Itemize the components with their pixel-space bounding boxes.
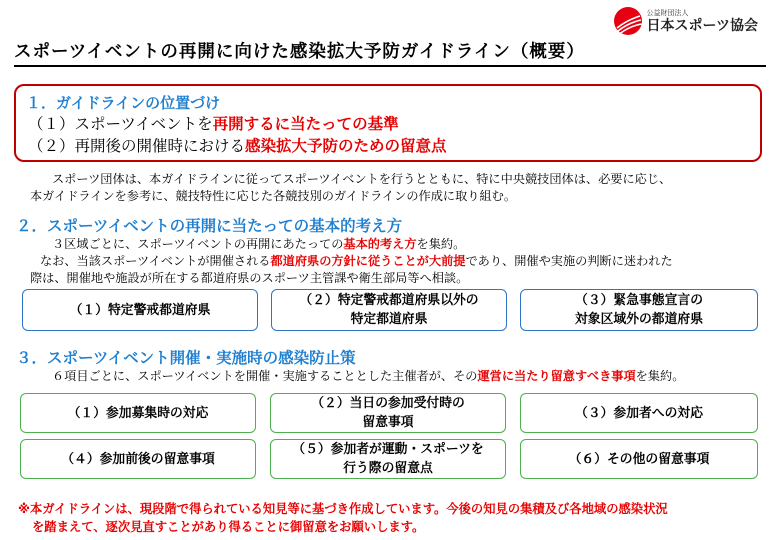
footnote-line1: ※本ガイドラインは、現段階で得られている知見等に基づき作成しています。今後の知見の集積及び各地域の感染状況 — [18, 502, 668, 516]
measure-box-1-line1: （１）参加募集時の対応 — [67, 405, 209, 421]
section1-item1-prefix: （１）スポーツイベントを — [28, 115, 213, 133]
section3-line1-suffix: を集約。 — [635, 369, 685, 383]
section3-heading: ３．スポーツイベント開催・実施時の感染防止策 — [16, 349, 356, 367]
sun-rays-logo-icon — [613, 6, 643, 36]
footnote-line2: を踏まえて、逐次見直すことがあり得ることに御留意をお願いします。 — [32, 520, 425, 534]
region-box-1 — [22, 289, 258, 331]
region-box-3-line2: 対象区域外の都道府県 — [575, 312, 703, 327]
section2-line1 — [52, 235, 465, 253]
measure-box-4-line1: （４）参加前後の留意事項 — [61, 451, 215, 467]
section1-item2 — [28, 134, 447, 156]
section1-item1-highlight: 再開するに当たっての基準 — [212, 115, 399, 133]
section3-line1 — [52, 367, 684, 385]
measure-box-6-line1: （６）その他の留意事項 — [568, 451, 710, 467]
measure-box-2 — [270, 393, 506, 433]
section1-paragraph-line1: スポーツ団体は、本ガイドラインに従ってスポーツイベントを行うとともに、特に中央競技団体は、必要に応じ、 — [52, 172, 672, 186]
measure-box-3-line1: （３）参加者への対応 — [575, 405, 703, 421]
region-box-2-line2: 特定都道府県 — [350, 312, 428, 327]
section3-line1-highlight: 運営に当たり留意すべき事項 — [477, 369, 636, 383]
section2-line2 — [40, 252, 673, 270]
page-title: スポーツイベントの再開に向けた感染拡大予防ガイドライン（概要） — [14, 38, 766, 67]
section2-line1-prefix: ３区域ごとに、スポーツイベントの再開にあたっての — [52, 237, 344, 251]
region-box-3-line1: （３）緊急事態宣言の — [575, 293, 703, 308]
logo-org-type: 公益財団法人 — [646, 8, 689, 17]
section2-line2-highlight: 都道府県の方針に従うことが大前提 — [270, 254, 466, 268]
measure-box-3 — [520, 393, 758, 433]
section2-heading: ２．スポーツイベントの再開に当たっての基本的考え方 — [16, 217, 403, 235]
jsa-logo — [613, 6, 758, 36]
section1-paragraph-line2: 本ガイドラインを参考に、競技特性に応じた各競技別のガイドラインの作成に取り組む。 — [30, 189, 517, 203]
measure-box-1 — [20, 393, 256, 433]
measure-box-2-line1: （２）当日の参加受付時の — [311, 396, 465, 411]
measure-box-5-line1: （５）参加者が運動・スポーツを — [292, 442, 484, 457]
section1-item2-prefix: （２）再開後の開催時における — [28, 137, 246, 155]
section2-line2-prefix: なお、当該スポーツイベントが開催される — [40, 254, 271, 268]
section2-line2-suffix: であり、開催や実施の判断に迷われた — [465, 254, 673, 268]
footnote — [18, 500, 668, 536]
section1-heading: １．ガイドラインの位置づけ — [26, 94, 221, 112]
region-box-2-line1: （２）特定警戒都道府県以外の — [299, 293, 479, 308]
region-box-2 — [271, 289, 507, 331]
region-box-3 — [520, 289, 758, 331]
measure-box-2-line2: 留意事項 — [362, 415, 414, 430]
measure-box-4 — [20, 439, 256, 479]
section1-item1 — [28, 112, 399, 134]
section2-line1-suffix: を集約。 — [416, 237, 466, 251]
measure-box-5 — [270, 439, 506, 479]
section3-line1-prefix: ６項目ごとに、スポーツイベントを開催・実施することとした主催者が、その — [52, 369, 478, 383]
logo-name: 日本スポーツ協会 — [646, 17, 758, 34]
measure-box-5-line2: 行う際の留意点 — [343, 461, 433, 476]
section1-item2-highlight: 感染拡大予防のための留意点 — [245, 137, 447, 155]
measure-box-6 — [520, 439, 758, 479]
section2-line1-highlight: 基本的考え方 — [343, 237, 417, 251]
section2-line3: 際は、開催地や施設が所在する都道府県のスポーツ主管課や衛生部局等へ相談。 — [30, 271, 469, 285]
region-box-1-line1: （１）特定警戒都道府県 — [69, 302, 211, 318]
